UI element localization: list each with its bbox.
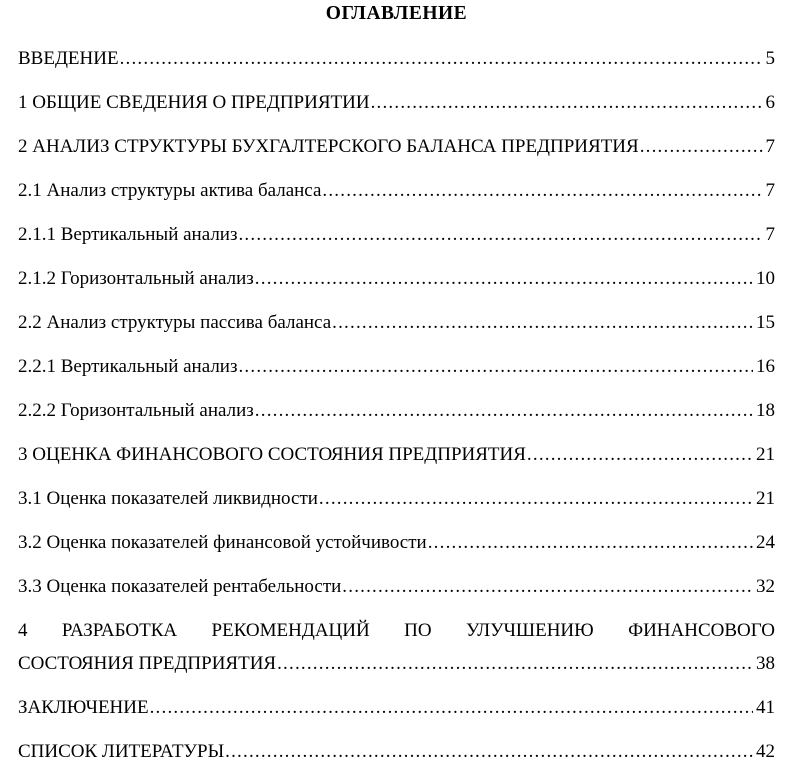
toc-entry-2-1-1[interactable] (18, 224, 775, 245)
toc-entry-label: 3.3 Оценка показателей рентабельности (18, 576, 342, 597)
toc-entry-label: 2.1.1 Вертикальный анализ (18, 224, 238, 245)
toc-entry-page: 7 (765, 224, 775, 245)
toc-entry-introduction[interactable] (18, 48, 775, 69)
dot-leader (640, 136, 763, 157)
dot-leader (319, 488, 753, 509)
toc-entry-page: 24 (756, 532, 775, 553)
toc-entry-page: 7 (765, 180, 775, 201)
toc-entry-label: 2.2.2 Горизонтальный анализ (18, 400, 254, 421)
toc-entry-page: 16 (756, 356, 775, 377)
toc-entry-chapter-2[interactable] (18, 136, 775, 157)
dot-leader (527, 444, 753, 465)
dot-leader (238, 356, 753, 377)
toc-entry-bibliography[interactable] (18, 741, 775, 762)
toc-entry-label-line2: СОСТОЯНИЯ ПРЕДПРИЯТИЯ (18, 653, 277, 674)
toc-entry-chapter-3[interactable] (18, 444, 775, 465)
toc-entry-chapter-1[interactable] (18, 92, 775, 113)
toc-entry-label: 2 АНАЛИЗ СТРУКТУРЫ БУХГАЛТЕРСКОГО БАЛАНСА ПРЕДПРИЯТИЯ (18, 136, 639, 157)
toc-entry-2-1-2[interactable] (18, 268, 775, 289)
toc-entry-page: 21 (756, 444, 775, 465)
toc-entry-3-2[interactable] (18, 532, 775, 553)
dot-leader (428, 532, 753, 553)
toc-entry-label: СПИСОК ЛИТЕРАТУРЫ (18, 741, 225, 762)
toc-entry-conclusion[interactable] (18, 697, 775, 718)
toc-entry-page: 21 (756, 488, 775, 509)
dot-leader (238, 224, 762, 245)
dot-leader (277, 653, 753, 674)
toc-entry-label: 3.2 Оценка показателей финансовой устойчивости (18, 532, 427, 553)
dot-leader (255, 268, 753, 289)
toc-entry-label-line1: 4 РАЗРАБОТКА РЕКОМЕНДАЦИЙ ПО УЛУЧШЕНИЮ ФИНАНСОВОГО (18, 620, 775, 641)
toc-entry-page: 10 (756, 268, 775, 289)
toc-entry-page: 5 (765, 48, 775, 69)
dot-leader (342, 576, 753, 597)
toc-entry-label: 3.1 Оценка показателей ликвидности (18, 488, 318, 509)
toc-entry-label: ЗАКЛЮЧЕНИЕ (18, 697, 149, 718)
toc-entry-page: 41 (756, 697, 775, 718)
toc-entry-chapter-4[interactable] (18, 620, 775, 674)
toc-entry-3-1[interactable] (18, 488, 775, 509)
toc-entry-label: 2.2 Анализ структуры пассива баланса (18, 312, 332, 333)
toc-entry-page: 32 (756, 576, 775, 597)
toc-entry-continuation (18, 653, 775, 674)
toc-entry-page: 7 (765, 136, 775, 157)
toc-entry-label: 2.2.1 Вертикальный анализ (18, 356, 238, 377)
toc-entry-page: 42 (756, 741, 775, 762)
toc-entry-label: 2.1.2 Горизонтальный анализ (18, 268, 254, 289)
dot-leader (150, 697, 753, 718)
toc-entry-page: 18 (756, 400, 775, 421)
dot-leader (332, 312, 753, 333)
toc-entry-2-1[interactable] (18, 180, 775, 201)
toc-entry-3-3[interactable] (18, 576, 775, 597)
dot-leader (255, 400, 753, 421)
toc-title: ОГЛАВЛЕНИЕ (325, 3, 468, 24)
dot-leader (371, 92, 763, 113)
toc-entry-page: 15 (756, 312, 775, 333)
dot-leader (225, 741, 753, 762)
dot-leader (120, 48, 763, 69)
toc-entry-page: 6 (765, 92, 775, 113)
dot-leader (322, 180, 762, 201)
toc-entry-2-2-2[interactable] (18, 400, 775, 421)
toc-entry-label: 3 ОЦЕНКА ФИНАНСОВОГО СОСТОЯНИЯ ПРЕДПРИЯТИЯ (18, 444, 526, 465)
toc-entry-label: 1 ОБЩИЕ СВЕДЕНИЯ О ПРЕДПРИЯТИИ (18, 92, 370, 113)
toc-entry-label: 2.1 Анализ структуры актива баланса (18, 180, 322, 201)
toc-entry-2-2[interactable] (18, 312, 775, 333)
toc-entry-page: 38 (756, 653, 775, 674)
toc-entry-label: ВВЕДЕНИЕ (18, 48, 119, 69)
toc-entry-2-2-1[interactable] (18, 356, 775, 377)
